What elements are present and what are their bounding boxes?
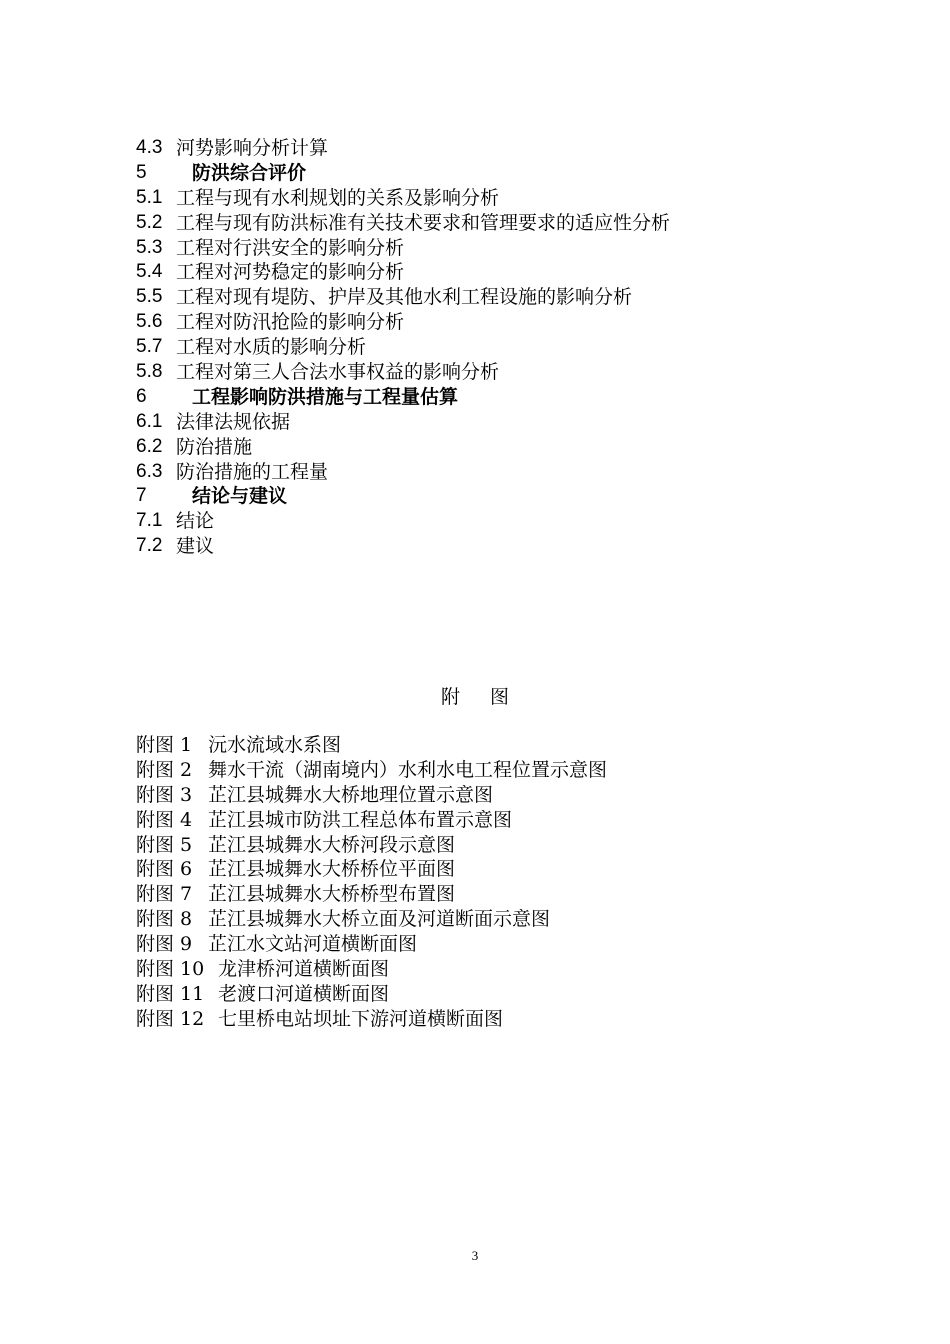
toc-title: 工程与现有防洪标准有关技术要求和管理要求的适应性分析 bbox=[176, 211, 671, 234]
toc-chapter[interactable] bbox=[136, 484, 896, 509]
figure-number: 附图 12 bbox=[136, 1007, 205, 1030]
figure-title: 龙津桥河道横断面图 bbox=[218, 958, 390, 981]
toc-entry[interactable] bbox=[136, 360, 896, 385]
toc-number: 7.2 bbox=[136, 535, 163, 557]
toc-title: 工程影响防洪措施与工程量估算 bbox=[192, 385, 459, 408]
toc-entry[interactable] bbox=[136, 285, 896, 310]
figure-number: 附图 4 bbox=[136, 808, 193, 831]
toc-number: 6.1 bbox=[136, 410, 163, 432]
toc-entry[interactable] bbox=[136, 410, 896, 435]
figure-title: 芷江县城舞水大桥桥位平面图 bbox=[208, 858, 456, 881]
figure-title: 芷江县城市防洪工程总体布置示意图 bbox=[208, 808, 513, 831]
toc-number: 5.7 bbox=[136, 336, 163, 358]
toc-entry[interactable] bbox=[136, 509, 896, 534]
figure-title: 芷江水文站河道横断面图 bbox=[208, 933, 418, 956]
figure-title: 芷江县城舞水大桥桥型布置图 bbox=[208, 883, 456, 906]
toc-number: 6.3 bbox=[136, 460, 163, 482]
figure-number: 附图 6 bbox=[136, 858, 193, 881]
toc-number: 4.3 bbox=[136, 137, 163, 158]
figure-entry[interactable] bbox=[136, 783, 896, 808]
toc-entry[interactable] bbox=[136, 186, 896, 211]
toc-entry[interactable] bbox=[136, 335, 896, 360]
toc-entry[interactable] bbox=[136, 260, 896, 285]
toc-title: 结论 bbox=[176, 510, 215, 533]
figure-title: 芷江县城舞水大桥立面及河道断面示意图 bbox=[208, 908, 551, 931]
figure-title: 芷江县城舞水大桥地理位置示意图 bbox=[208, 783, 494, 806]
table-of-contents bbox=[136, 136, 896, 559]
toc-entry[interactable] bbox=[136, 460, 896, 485]
toc-title: 防治措施 bbox=[176, 435, 253, 458]
figure-title: 沅水流域水系图 bbox=[208, 734, 342, 756]
figure-entry[interactable] bbox=[136, 907, 896, 932]
toc-chapter[interactable] bbox=[136, 161, 896, 186]
toc-number: 5.1 bbox=[136, 186, 163, 208]
figure-entry[interactable] bbox=[136, 982, 896, 1007]
figure-entry[interactable] bbox=[136, 733, 896, 758]
toc-number: 5.3 bbox=[136, 236, 163, 258]
figure-entry[interactable] bbox=[136, 833, 896, 858]
figure-number: 附图 3 bbox=[136, 783, 193, 806]
toc-title: 河势影响分析计算 bbox=[176, 137, 329, 159]
toc-number: 7.1 bbox=[136, 510, 163, 532]
figure-title: 舞水干流（湖南境内）水利水电工程位置示意图 bbox=[208, 758, 608, 781]
figures-heading bbox=[0, 685, 950, 709]
toc-number: 7 bbox=[136, 485, 147, 507]
figure-number: 附图 7 bbox=[136, 883, 193, 906]
toc-title: 防洪综合评价 bbox=[192, 161, 307, 184]
figures-heading-char-1: 附 bbox=[440, 686, 460, 708]
figure-number: 附图 11 bbox=[136, 982, 205, 1005]
toc-title: 法律法规依据 bbox=[176, 410, 291, 433]
toc-title: 工程对水质的影响分析 bbox=[176, 336, 367, 359]
page-number: 3 bbox=[471, 1248, 479, 1263]
figures-heading-char-2: 图 bbox=[490, 686, 510, 708]
toc-number: 6 bbox=[136, 385, 147, 407]
toc-number: 5.5 bbox=[136, 286, 163, 308]
figure-number: 附图 10 bbox=[136, 958, 205, 981]
toc-entry[interactable] bbox=[136, 310, 896, 335]
toc-title: 工程与现有水利规划的关系及影响分析 bbox=[176, 186, 500, 209]
figure-number: 附图 8 bbox=[136, 908, 193, 931]
toc-number: 5.4 bbox=[136, 261, 163, 283]
toc-title: 防治措施的工程量 bbox=[176, 460, 329, 483]
toc-title: 工程对行洪安全的影响分析 bbox=[176, 236, 405, 259]
figure-number: 附图 2 bbox=[136, 758, 193, 781]
figure-number: 附图 1 bbox=[136, 734, 193, 756]
toc-title: 建议 bbox=[176, 535, 215, 558]
figure-entry[interactable] bbox=[136, 758, 896, 783]
toc-title: 工程对第三人合法水事权益的影响分析 bbox=[176, 361, 500, 384]
figure-title: 七里桥电站坝址下游河道横断面图 bbox=[218, 1007, 504, 1030]
toc-entry[interactable] bbox=[136, 211, 896, 236]
figure-entry[interactable] bbox=[136, 882, 896, 907]
figure-title: 老渡口河道横断面图 bbox=[218, 982, 390, 1005]
toc-title: 工程对现有堤防、护岸及其他水利工程设施的影响分析 bbox=[176, 286, 633, 309]
toc-entry[interactable] bbox=[136, 534, 896, 559]
toc-title: 工程对防汛抢险的影响分析 bbox=[176, 311, 405, 334]
figure-number: 附图 5 bbox=[136, 833, 193, 856]
toc-number: 6.2 bbox=[136, 435, 163, 457]
figure-entry[interactable] bbox=[136, 857, 896, 882]
toc-number: 5 bbox=[136, 161, 147, 183]
toc-title: 工程对河势稳定的影响分析 bbox=[176, 261, 405, 284]
toc-title: 结论与建议 bbox=[192, 485, 288, 508]
figure-entry[interactable] bbox=[136, 957, 896, 982]
figure-entry[interactable] bbox=[136, 932, 896, 957]
toc-entry[interactable] bbox=[136, 136, 896, 161]
toc-number: 5.6 bbox=[136, 311, 163, 333]
toc-chapter[interactable] bbox=[136, 385, 896, 410]
toc-entry[interactable] bbox=[136, 236, 896, 261]
toc-entry[interactable] bbox=[136, 435, 896, 460]
toc-number: 5.2 bbox=[136, 211, 163, 233]
figure-title: 芷江县城舞水大桥河段示意图 bbox=[208, 833, 456, 856]
figures-list bbox=[136, 733, 896, 1032]
figure-entry[interactable] bbox=[136, 808, 896, 833]
toc-number: 5.8 bbox=[136, 361, 163, 383]
figure-number: 附图 9 bbox=[136, 933, 193, 956]
figure-entry[interactable] bbox=[136, 1007, 896, 1032]
